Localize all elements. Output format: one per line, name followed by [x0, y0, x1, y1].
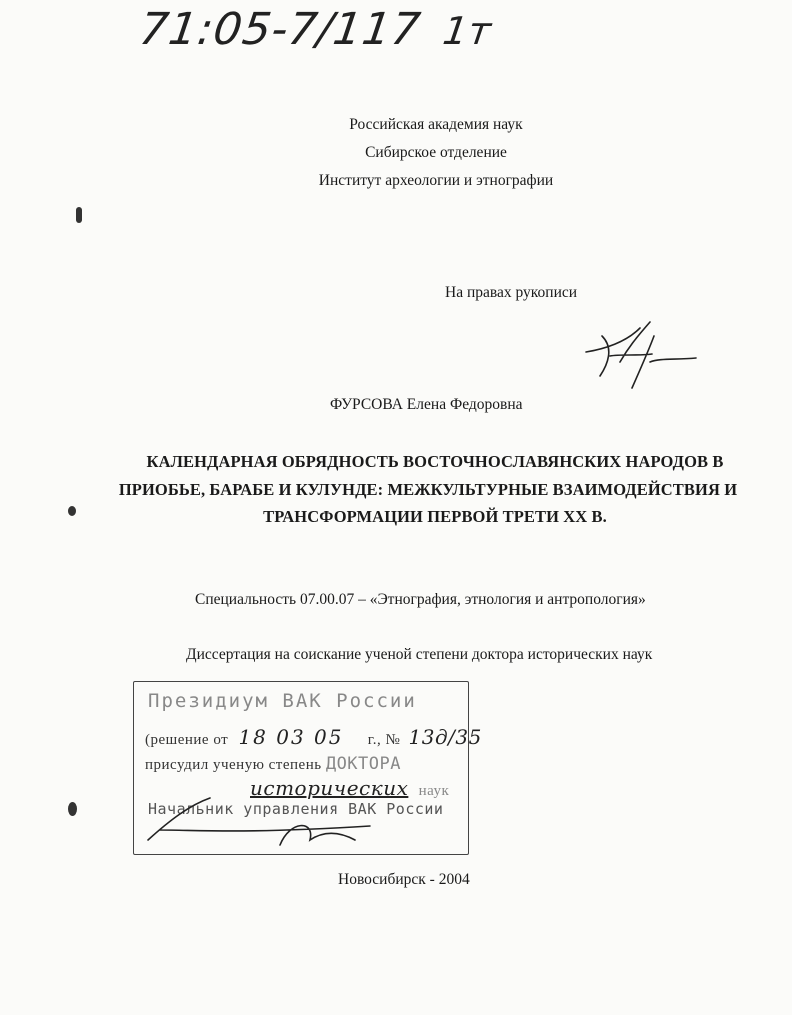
city-year: Новосибирск - 2004: [338, 871, 470, 888]
stamp-line-decision: [145, 725, 482, 749]
stamp-award-degree: ДОКТОРА: [325, 754, 401, 774]
author-name: ФУРСОВА Елена Федоровна: [330, 396, 523, 413]
branch-name: Сибирское отделение: [365, 144, 507, 161]
scan-mark-top: [76, 207, 82, 223]
stamp-signature: [140, 790, 380, 850]
stamp-field-handwritten: исторических: [250, 776, 409, 800]
stamp-decision-no-label: г., №: [367, 732, 401, 748]
title-line-3: ТРАНСФОРМАЦИИ ПЕРВОЙ ТРЕТИ XX В.: [263, 507, 607, 526]
stamp-decision-number: 13д/35: [408, 725, 482, 749]
stamp-line-head: Начальник управления ВАК России: [148, 800, 444, 818]
stamp-decision-prefix: (решение от: [145, 732, 229, 748]
stamp-decision-date: 18 03 05: [238, 725, 344, 749]
author-signature: [580, 318, 700, 390]
title-line-1: КАЛЕНДАРНАЯ ОБРЯДНОСТЬ ВОСТОЧНОСЛАВЯНСКИХ НАРОДОВ В: [146, 452, 724, 471]
specialty: Специальность 07.00.07 – «Этнография, этнология и антропология»: [195, 591, 646, 608]
manuscript-note: На правах рукописи: [445, 284, 578, 301]
stamp-line-award: [145, 754, 401, 774]
archive-number-main: 71:05-7/117: [136, 4, 425, 55]
stamp-line-presidium: Президиум ВАК России: [148, 690, 417, 712]
stamp-award-prefix: присудил ученую степень: [145, 757, 322, 773]
degree-statement: Диссертация на соискание ученой степени доктора исторических наук: [186, 646, 653, 663]
institute-name: Институт археологии и этнографии: [318, 172, 554, 189]
academy-name: Российская академия наук: [349, 116, 523, 133]
title-line-2: ПРИОБЬЕ, БАРАБЕ И КУЛУНДЕ: МЕЖКУЛЬТУРНЫЕ ВЗАИМОДЕЙСТВИЯ И: [118, 479, 738, 499]
archive-number-suffix: 1т: [440, 9, 495, 53]
dissertation-title: [118, 448, 740, 531]
stamp-field-suffix: наук: [418, 783, 450, 799]
archive-number: [136, 4, 495, 55]
scan-mark-middle: [68, 506, 76, 516]
scan-mark-bottom: [68, 802, 77, 816]
